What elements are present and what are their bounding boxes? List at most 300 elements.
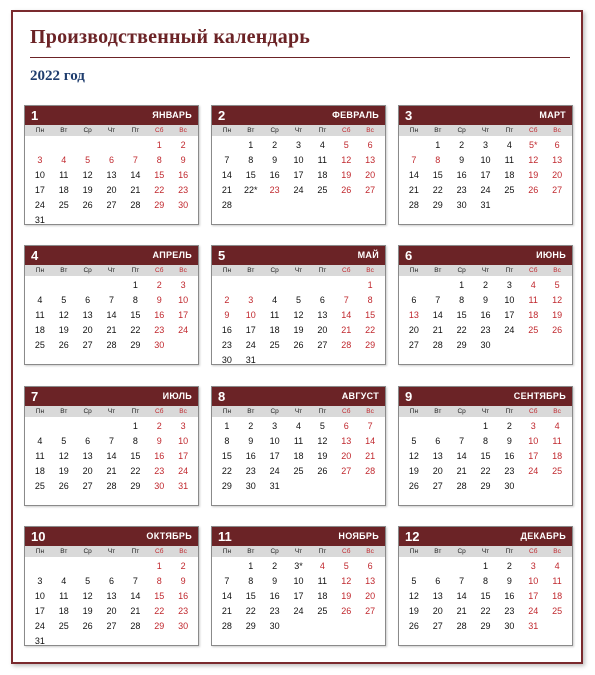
day-cell: 27 [317,340,328,350]
day-cell: 24 [178,466,189,476]
empty-cell [123,559,147,574]
days-grid [25,557,198,649]
day-cell: 5 [61,295,67,305]
day-cell: 11 [552,576,562,586]
day-cell: 30 [269,621,280,631]
month-number: 4 [31,248,39,263]
day-cell: 14 [106,451,117,461]
weekday-label: Сб [529,127,538,134]
day-cell: 9 [506,436,512,446]
month-card [24,526,199,646]
empty-cell [402,138,426,153]
day-cell: 21 [365,451,376,461]
day-cell: 20 [82,466,93,476]
day-cell: 19 [58,466,69,476]
day-cell: 14 [341,310,352,320]
month-card [211,526,386,646]
weekday-label: Пт [505,267,514,274]
weekday-label: Чт [107,408,116,415]
day-cell: 24 [293,185,304,195]
day-cell: 16 [178,170,189,180]
day-cell: 3* [294,561,303,571]
day-cell: 30 [178,621,189,631]
days-grid [25,276,198,353]
day-cell: 27 [432,481,443,491]
month-name: НОЯБРЬ [338,531,379,541]
day-cell: 20 [82,325,93,335]
day-cell: 3 [248,295,254,305]
day-cell: 31 [269,481,280,491]
day-cell: 27 [408,340,419,350]
month-header [25,527,198,546]
day-cell: 3 [37,155,43,165]
day-cell: 15 [221,451,232,461]
day-cell: 11 [59,170,69,180]
day-cell: 12 [82,591,93,601]
day-cell: 27 [82,340,93,350]
weekday-label: Чт [481,548,490,555]
weekday-label: Чт [294,408,303,415]
day-cell: 16 [178,591,189,601]
day-cell: 21 [106,466,117,476]
month-name: ФЕВРАЛЬ [332,110,379,120]
day-cell: 14 [365,436,376,446]
year-label: 2022 год [30,68,85,84]
day-cell: 24 [504,325,515,335]
month-card [24,105,199,225]
weekday-label: Чт [481,408,490,415]
day-cell: 24 [480,185,491,195]
weekday-header [212,265,385,276]
day-cell: 12 [341,576,352,586]
day-cell: 25 [552,466,563,476]
weekday-label: Пн [35,127,45,134]
weekday-label: Вт [60,408,68,415]
day-cell: 20 [432,606,443,616]
weekday-header [25,125,198,136]
day-cell: 22 [130,466,141,476]
day-cell: 10 [528,436,539,446]
day-cell: 20 [106,185,117,195]
weekday-label: Пт [131,267,140,274]
empty-cell [76,138,100,153]
day-cell: 17 [293,591,304,601]
day-cell: 22* [244,185,258,195]
month-header [212,106,385,125]
day-cell: 27 [365,606,376,616]
day-cell: 18 [504,170,515,180]
weekday-header [25,265,198,276]
month-number: 12 [405,529,420,544]
weekday-label: Чт [481,127,490,134]
day-cell: 7 [435,295,441,305]
day-cell: 10 [178,436,189,446]
weekday-label: Ср [457,267,466,274]
day-cell: 23 [154,466,165,476]
day-cell: 4 [554,561,560,571]
empty-cell [28,419,52,434]
weekday-label: Вс [366,127,374,134]
day-cell: 17 [269,451,280,461]
weekday-label: Вс [553,548,561,555]
weekday-label: Сб [342,408,351,415]
day-cell: 13 [82,451,93,461]
day-cell: 19 [341,591,352,601]
weekday-label: Вс [366,548,374,555]
day-cell: 14 [221,591,232,601]
day-cell: 2 [156,280,162,290]
weekday-label: Вт [434,127,442,134]
day-cell: 19 [341,170,352,180]
day-cell: 20 [432,466,443,476]
day-cell: 19 [317,451,328,461]
day-cell: 23 [245,466,256,476]
day-cell: 23 [480,325,491,335]
day-cell: 24 [269,466,280,476]
day-cell: 12 [293,310,304,320]
day-cell: 13 [432,451,443,461]
month-header [399,527,572,546]
day-cell: 28 [432,340,443,350]
day-cell: 9 [482,295,488,305]
weekday-label: Вс [179,127,187,134]
day-cell: 22 [480,466,491,476]
day-cell: 7 [459,576,465,586]
empty-cell [28,278,52,293]
month-card [211,386,386,506]
month-header [212,387,385,406]
day-cell: 8 [482,576,488,586]
weekday-label: Вт [434,548,442,555]
month-card [398,245,573,365]
day-cell: 24 [34,200,45,210]
days-grid [399,417,572,494]
day-cell: 23 [269,185,280,195]
empty-cell [28,559,52,574]
day-cell: 8 [156,155,162,165]
month-header [212,246,385,265]
day-cell: 2 [224,295,230,305]
day-cell: 13 [408,310,419,320]
day-cell: 26 [58,340,69,350]
empty-cell [215,559,239,574]
day-cell: 3 [37,576,43,586]
day-cell: 20 [365,591,376,601]
day-cell: 1 [435,140,441,150]
day-cell: 1 [132,421,138,431]
day-cell: 16 [221,325,232,335]
day-cell: 23 [504,606,515,616]
day-cell: 18 [34,325,45,335]
month-number: 5 [218,248,226,263]
day-cell: 3 [272,421,278,431]
weekday-label: Вс [179,408,187,415]
day-cell: 8 [132,436,138,446]
day-cell: 14 [408,170,419,180]
day-cell: 21 [130,606,141,616]
weekday-header [25,406,198,417]
weekday-label: Вт [434,267,442,274]
day-cell: 21 [130,185,141,195]
day-cell: 29 [154,621,165,631]
days-grid [25,136,198,228]
month-card [211,105,386,225]
day-cell: 19 [293,325,304,335]
day-cell: 28 [408,200,419,210]
days-grid [399,276,572,353]
day-cell: 9 [272,576,278,586]
weekday-header [212,125,385,136]
day-cell: 30 [154,481,165,491]
day-cell: 27 [341,466,352,476]
day-cell: 13 [106,170,117,180]
day-cell: 22 [245,606,256,616]
day-cell: 1 [224,421,230,431]
day-cell: 8 [156,576,162,586]
day-cell: 17 [34,606,45,616]
month-name: СЕНТЯБРЬ [513,391,566,401]
day-cell: 6 [435,576,441,586]
day-cell: 23 [154,325,165,335]
empty-cell [76,559,100,574]
weekday-label: Пн [35,408,45,415]
day-cell: 16 [480,310,491,320]
month-header [25,387,198,406]
weekday-label: Чт [481,267,490,274]
day-cell: 23 [456,185,467,195]
weekday-label: Сб [155,127,164,134]
day-cell: 19 [408,606,419,616]
day-cell: 28 [341,340,352,350]
weekday-label: Чт [107,127,116,134]
day-cell: 16 [504,451,515,461]
day-cell: 1 [482,561,488,571]
day-cell: 17 [528,591,539,601]
day-cell: 20 [341,451,352,461]
day-cell: 3 [530,561,536,571]
day-cell: 31 [480,200,491,210]
empty-cell [100,138,124,153]
day-cell: 13 [552,155,563,165]
day-cell: 16 [245,451,256,461]
day-cell: 12 [58,451,69,461]
day-cell: 4 [37,295,43,305]
day-cell: 7 [132,155,138,165]
day-cell: 7 [367,421,373,431]
day-cell: 11 [35,310,45,320]
month-name: ОКТЯБРЬ [146,531,192,541]
month-card [398,526,573,646]
day-cell: 6 [108,155,114,165]
weekday-label: Ср [83,408,92,415]
empty-cell [100,419,124,434]
day-cell: 12 [58,310,69,320]
day-cell: 9 [156,295,162,305]
weekday-header [25,546,198,557]
day-cell: 9 [224,310,230,320]
month-number: 7 [31,389,39,404]
weekday-label: Пн [409,267,419,274]
day-cell: 14 [130,591,141,601]
day-cell: 2 [459,140,465,150]
weekday-label: Ср [457,408,466,415]
empty-cell [215,278,239,293]
day-cell: 1 [156,140,162,150]
day-cell: 14 [221,170,232,180]
day-cell: 13 [365,576,376,586]
day-cell: 28 [221,200,232,210]
day-cell: 15 [432,170,443,180]
day-cell: 18 [34,466,45,476]
day-cell: 11 [552,436,562,446]
weekday-label: Вт [247,267,255,274]
day-cell: 5 [411,436,417,446]
day-cell: 9 [506,576,512,586]
day-cell: 2 [180,140,186,150]
day-cell: 29 [456,340,467,350]
day-cell: 18 [58,606,69,616]
day-cell: 6 [367,140,373,150]
empty-cell [76,278,100,293]
weekday-label: Вт [247,127,255,134]
month-name: ИЮНЬ [536,250,566,260]
day-cell: 8 [248,155,254,165]
weekday-label: Пн [222,548,232,555]
day-cell: 21 [221,185,232,195]
day-cell: 21 [221,606,232,616]
weekday-label: Пт [318,267,327,274]
day-cell: 26 [341,606,352,616]
day-cell: 25 [58,621,69,631]
day-cell: 5 [85,155,91,165]
day-cell: 19 [58,325,69,335]
day-cell: 10 [34,170,45,180]
day-cell: 24 [178,325,189,335]
empty-cell [450,419,474,434]
day-cell: 25 [58,200,69,210]
weekday-label: Ср [270,408,279,415]
day-cell: 18 [552,591,563,601]
day-cell: 22 [480,606,491,616]
day-cell: 13 [365,155,376,165]
weekday-label: Вс [366,267,374,274]
weekday-label: Сб [342,127,351,134]
day-cell: 5 [343,561,349,571]
day-cell: 5 [554,280,560,290]
day-cell: 13 [432,591,443,601]
day-cell: 10 [293,576,304,586]
day-cell: 15 [245,591,256,601]
day-cell: 17 [504,310,515,320]
day-cell: 26 [58,481,69,491]
weekday-label: Пн [409,548,419,555]
day-cell: 19 [408,466,419,476]
weekday-label: Пт [505,127,514,134]
day-cell: 25 [293,466,304,476]
weekday-label: Сб [529,267,538,274]
weekday-label: Вт [60,267,68,274]
day-cell: 1 [459,280,465,290]
empty-cell [334,278,358,293]
day-cell: 22 [154,185,165,195]
day-cell: 3 [530,421,536,431]
day-cell: 20 [408,325,419,335]
weekday-label: Пн [222,408,232,415]
day-cell: 20 [106,606,117,616]
day-cell: 15 [245,170,256,180]
empty-cell [52,278,76,293]
day-cell: 19 [82,185,93,195]
weekday-label: Пт [318,408,327,415]
weekday-header [399,265,572,276]
weekday-label: Ср [83,127,92,134]
day-cell: 4 [61,155,67,165]
day-cell: 12 [408,591,419,601]
empty-cell [287,278,311,293]
day-cell: 10 [245,310,256,320]
day-cell: 18 [293,451,304,461]
weekday-label: Пт [131,408,140,415]
weekday-label: Ср [83,548,92,555]
day-cell: 6 [411,295,417,305]
day-cell: 2 [156,421,162,431]
weekday-header [399,546,572,557]
day-cell: 11 [293,436,304,446]
day-cell: 10 [504,295,515,305]
day-cell: 7 [343,295,349,305]
empty-cell [426,278,450,293]
day-cell: 11 [35,451,45,461]
day-cell: 20 [365,170,376,180]
day-cell: 25 [34,340,45,350]
day-cell: 7 [224,155,230,165]
weekday-label: Сб [155,548,164,555]
weekday-label: Вс [179,548,187,555]
day-cell: 21 [456,606,467,616]
day-cell: 12 [528,155,539,165]
day-cell: 12 [341,155,352,165]
day-cell: 8 [367,295,373,305]
day-cell: 15 [456,310,467,320]
day-cell: 9 [248,436,254,446]
weekday-header [399,406,572,417]
day-cell: 7 [108,436,114,446]
day-cell: 27 [365,185,376,195]
day-cell: 30 [178,200,189,210]
day-cell: 16 [269,591,280,601]
day-cell: 12 [317,436,328,446]
day-cell: 5 [85,576,91,586]
day-cell: 27 [106,621,117,631]
weekday-header [212,546,385,557]
day-cell: 11 [269,310,280,320]
month-name: ИЮЛЬ [162,391,192,401]
day-cell: 4 [61,576,67,586]
empty-cell [402,419,426,434]
day-cell: 26 [82,200,93,210]
days-grid [399,136,572,213]
month-header [212,527,385,546]
weekday-label: Сб [529,408,538,415]
day-cell: 5* [528,140,538,150]
day-cell: 21 [341,325,352,335]
weekday-label: Пт [318,548,327,555]
weekday-label: Ср [83,267,92,274]
day-cell: 18 [269,325,280,335]
day-cell: 1 [367,280,373,290]
day-cell: 18 [58,185,69,195]
day-cell: 1 [156,561,162,571]
